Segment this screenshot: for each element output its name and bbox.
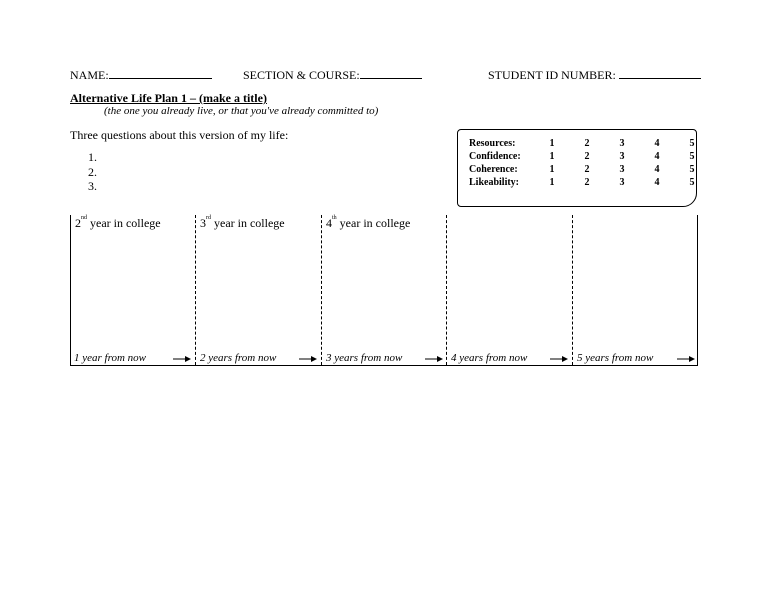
questions-list <box>88 150 97 194</box>
column-footer-5: 5 years from now <box>577 352 654 364</box>
rating-label: Resources: <box>469 138 516 149</box>
rating-label: Likeability: <box>469 177 520 188</box>
question-item[interactable]: 1. <box>88 150 97 164</box>
arrow-right-icon <box>550 355 568 363</box>
column-footer-1: 1 year from now <box>74 352 147 364</box>
timeline-divider <box>572 215 573 365</box>
rating-option[interactable]: 3 <box>619 177 625 188</box>
name-label: NAME: <box>70 68 109 82</box>
rating-option[interactable]: 4 <box>654 151 660 162</box>
rating-row-coherence <box>469 163 694 176</box>
column-heading-3: 4th year in college <box>326 215 411 230</box>
timeline-divider <box>321 215 322 365</box>
plan-title: Alternative Life Plan 1 – (make a title) <box>70 91 267 105</box>
timeline-divider <box>195 215 196 365</box>
rating-option[interactable]: 2 <box>584 151 590 162</box>
column-footer-3: 3 years from now <box>326 352 403 364</box>
arrow-right-icon <box>677 355 695 363</box>
column-footer-4: 4 years from now <box>451 352 528 364</box>
rating-option[interactable]: 5 <box>689 138 695 149</box>
rating-option[interactable]: 1 <box>549 151 555 162</box>
timeline-baseline <box>70 365 698 366</box>
student-id-field-group <box>488 67 701 83</box>
column-heading-2: 3rd year in college <box>200 215 285 230</box>
rating-label: Confidence: <box>469 151 521 162</box>
rating-box <box>457 129 697 207</box>
question-item[interactable]: 2. <box>88 164 97 179</box>
plan-subtitle: (the one you already live, or that you've already committed to) <box>104 105 379 117</box>
rating-option[interactable]: 2 <box>584 138 590 149</box>
rating-label: Coherence: <box>469 164 518 175</box>
rating-option[interactable]: 3 <box>619 151 625 162</box>
section-course-label: SECTION & COURSE: <box>243 68 360 82</box>
questions-intro: Three questions about this version of my life: <box>70 128 289 142</box>
name-field-group <box>70 67 212 83</box>
rating-option[interactable]: 1 <box>549 177 555 188</box>
rating-row-resources <box>469 137 694 150</box>
column-footer-2: 2 years from now <box>200 352 277 364</box>
rating-row-confidence <box>469 150 694 163</box>
rating-option[interactable]: 1 <box>549 138 555 149</box>
student-id-blank[interactable] <box>619 67 701 79</box>
timeline-right-border <box>697 215 698 365</box>
arrow-right-icon <box>299 355 317 363</box>
timeline-divider <box>446 215 447 365</box>
rating-option[interactable]: 1 <box>549 164 555 175</box>
rating-option[interactable]: 2 <box>584 164 590 175</box>
rating-option[interactable]: 5 <box>689 164 695 175</box>
section-field-group <box>243 67 422 83</box>
timeline <box>70 215 698 365</box>
rating-option[interactable]: 3 <box>619 138 625 149</box>
rating-option[interactable]: 4 <box>654 138 660 149</box>
student-id-label: STUDENT ID NUMBER: <box>488 68 616 82</box>
timeline-left-border <box>70 215 71 365</box>
name-blank[interactable] <box>109 67 212 79</box>
rating-option[interactable]: 3 <box>619 164 625 175</box>
rating-option[interactable]: 4 <box>654 177 660 188</box>
section-course-blank[interactable] <box>360 67 422 79</box>
arrow-right-icon <box>173 355 191 363</box>
rating-option[interactable]: 4 <box>654 164 660 175</box>
rating-row-likeability <box>469 176 694 189</box>
rating-option[interactable]: 5 <box>689 151 695 162</box>
question-item[interactable]: 3. <box>88 179 97 193</box>
rating-option[interactable]: 2 <box>584 177 590 188</box>
rating-option[interactable]: 5 <box>689 177 695 188</box>
column-heading-1: 2nd year in college <box>75 215 161 230</box>
arrow-right-icon <box>425 355 443 363</box>
